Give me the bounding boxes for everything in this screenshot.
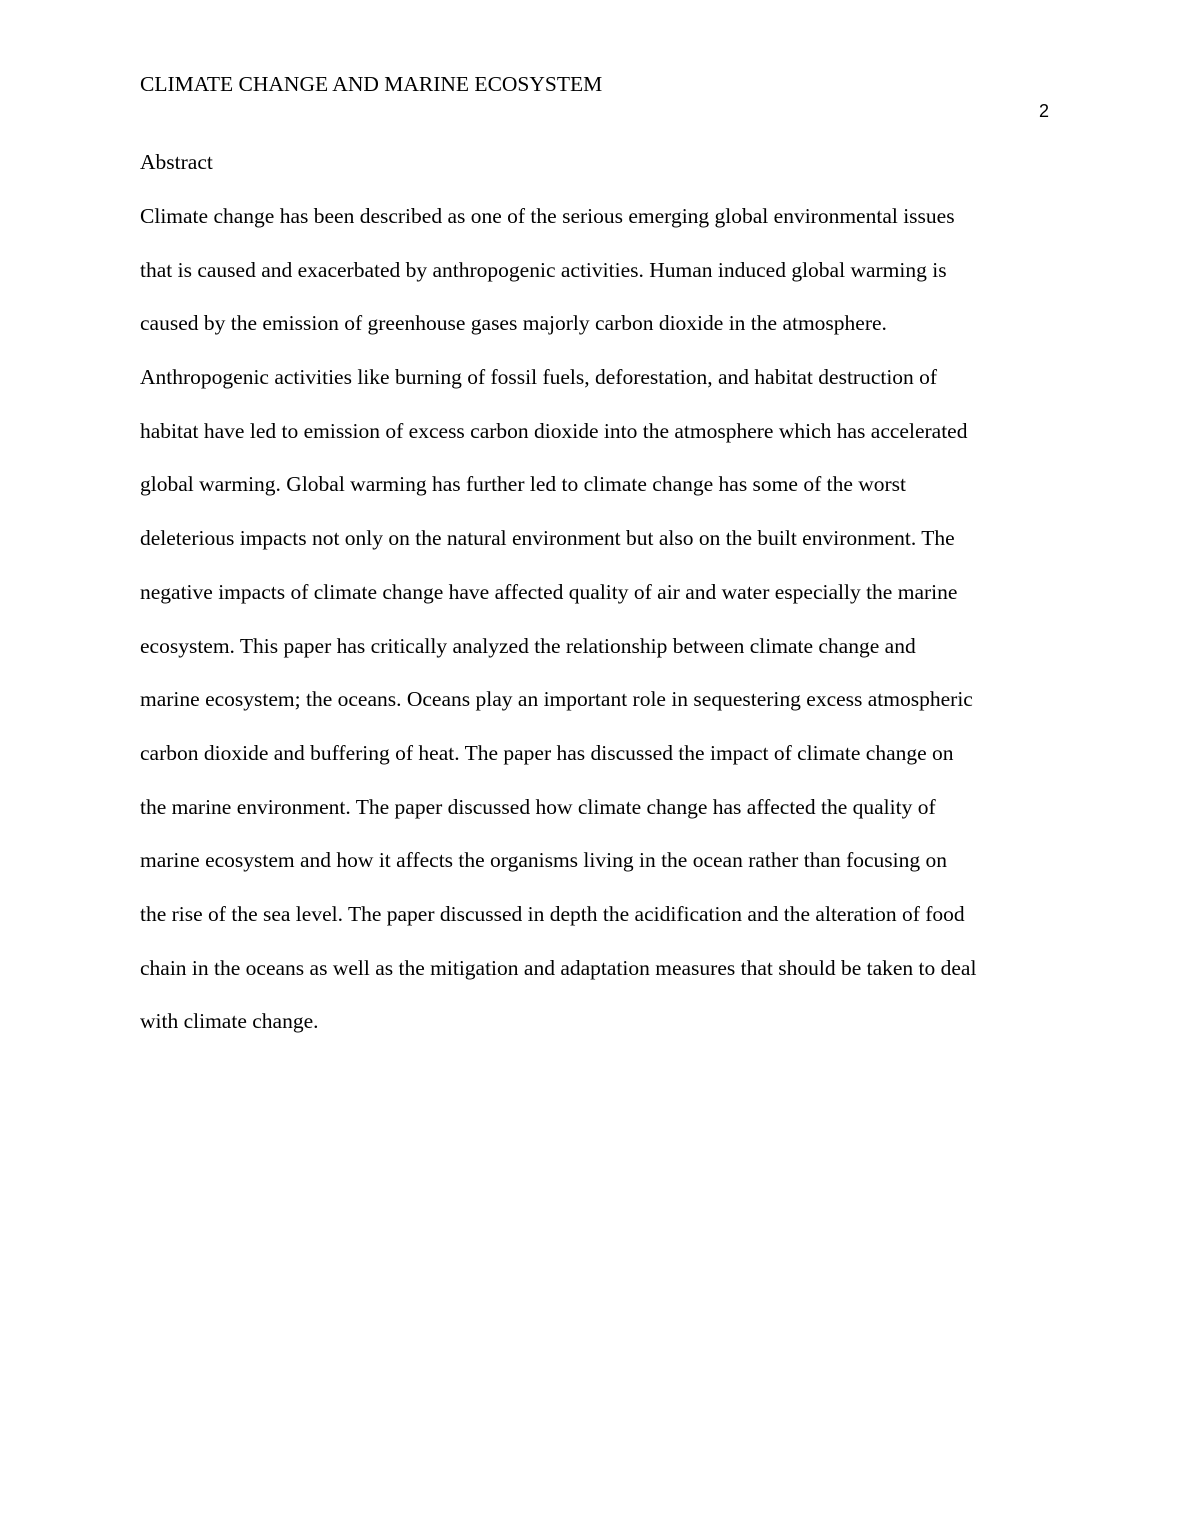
abstract-line: carbon dioxide and buffering of heat. The paper has discussed the impact of climate change on <box>140 740 954 765</box>
abstract-line: that is caused and exacerbated by anthropogenic activities. Human induced global warming is <box>140 257 947 282</box>
page-number: 2 <box>1038 101 1049 121</box>
abstract-line: Climate change has been described as one of the serious emerging global environmental issues <box>140 204 955 228</box>
abstract-line: chain in the oceans as well as the mitigation and adaptation measures that should be taken to deal <box>140 955 977 980</box>
abstract-line: the marine environment. The paper discussed how climate change has affected the quality of <box>140 794 936 819</box>
abstract-heading: Abstract <box>140 150 213 174</box>
abstract-line: Anthropogenic activities like burning of fossil fuels, deforestation, and habitat destruction of <box>140 365 938 390</box>
abstract-line: with climate change. <box>140 1009 319 1034</box>
abstract-line: deleterious impacts not only on the natural environment but also on the built environment. The <box>140 526 955 551</box>
abstract-line: ecosystem. This paper has critically analyzed the relationship between climate change and <box>140 633 916 658</box>
abstract-line: marine ecosystem and how it affects the organisms living in the ocean rather than focusing on <box>140 848 948 873</box>
abstract-line: negative impacts of climate change have affected quality of air and water especially the marine <box>140 579 958 604</box>
abstract-paragraph <box>140 202 1060 1061</box>
abstract-line: the rise of the sea level. The paper discussed in depth the acidification and the alteration of food <box>140 901 965 926</box>
abstract-line: caused by the emission of greenhouse gases majorly carbon dioxide in the atmosphere. <box>140 311 887 336</box>
abstract-line: global warming. Global warming has further led to climate change has some of the worst <box>140 472 907 497</box>
abstract-line: marine ecosystem; the oceans. Oceans play an important role in sequestering excess atmospheric <box>140 687 973 712</box>
running-head: CLIMATE CHANGE AND MARINE ECOSYSTEM <box>140 72 603 96</box>
abstract-line: habitat have led to emission of excess carbon dioxide into the atmosphere which has accelerated <box>140 418 968 443</box>
